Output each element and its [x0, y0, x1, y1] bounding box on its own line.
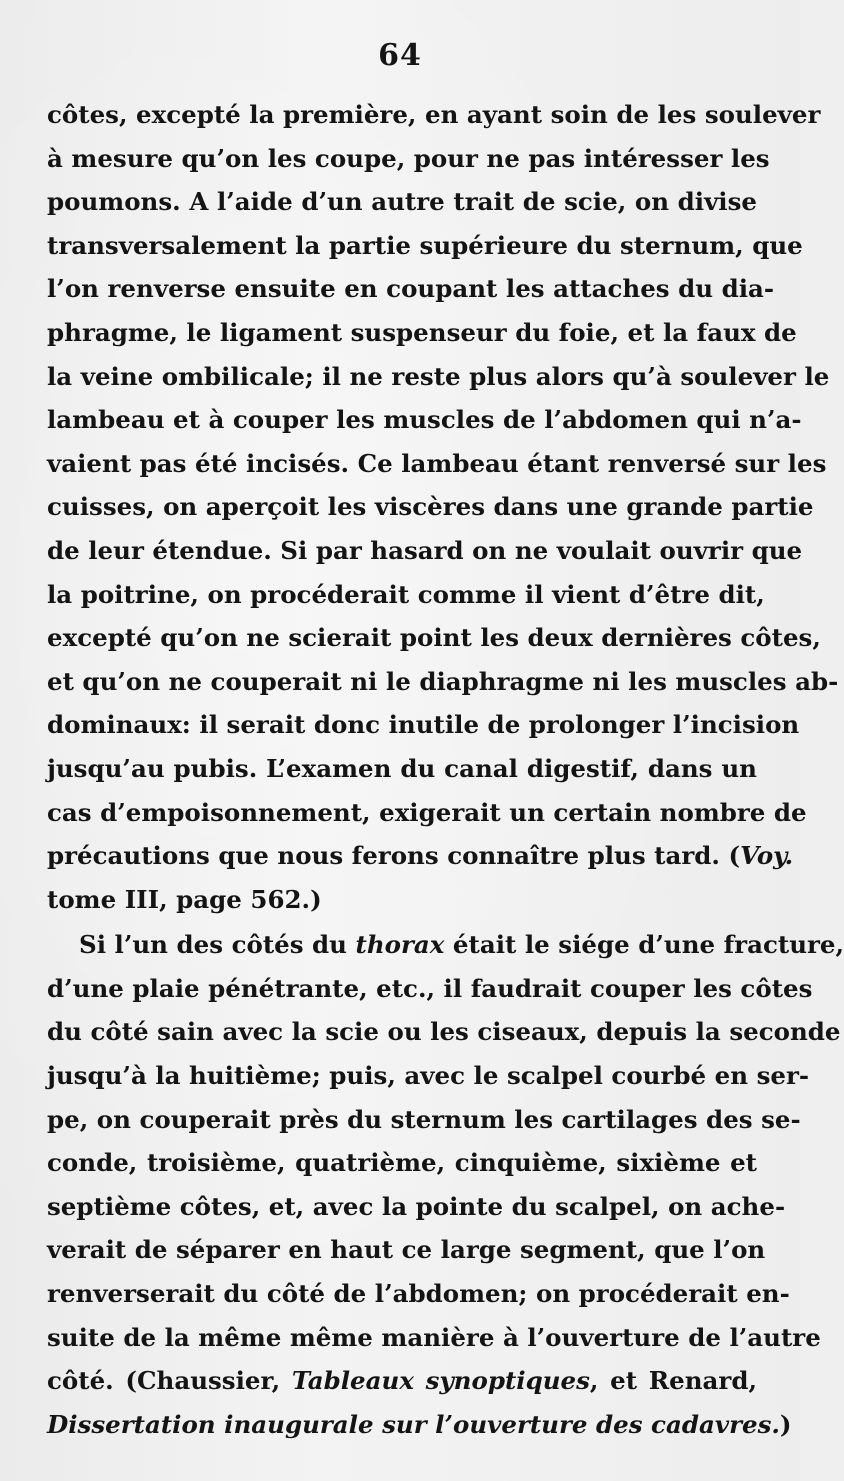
text-line: tome III, page 562.): [47, 884, 322, 914]
text-run: Si l’un des côtés du: [79, 930, 356, 960]
text-line: [47, 1359, 757, 1403]
text-line: verait de séparer en haut ce large segment, que l’on: [47, 1235, 766, 1265]
text-line: jusqu’au pubis. L’examen du canal digestif, dans un: [47, 753, 757, 783]
text-line: de leur étendue. Si par hasard on ne voulait ouvrir que: [47, 535, 803, 565]
text-line: la veine ombilicale; il ne reste plus alors qu’à soulever le: [47, 361, 830, 391]
text-run: précautions que nous ferons connaître plus tard. (: [47, 841, 741, 871]
text-line: poumons. A l’aide d’un autre trait de scie, on divise: [47, 187, 757, 217]
text-line: et qu’on ne couperait ni le diaphragme ni les muscles ab-: [47, 666, 839, 696]
text-line: pe, on couperait près du sternum les cartilages des se-: [47, 1104, 801, 1134]
text-line: conde, troisième, quatrième, cinquième, sixième et: [47, 1148, 757, 1178]
text-line: l’on renverse ensuite en coupant les attaches du dia-: [47, 274, 775, 304]
text-line: vaient pas été incisés. Ce lambeau étant renversé sur les: [47, 448, 827, 478]
page-text: [47, 93, 844, 1446]
italic-text-run: Dissertation inaugurale sur l’ouverture des cadavres.: [47, 1409, 780, 1439]
text-line: phragme, le ligament suspenseur du foie, et la faux de: [47, 317, 797, 347]
text-line: d’une plaie pénétrante, etc., il faudrait couper les côtes: [47, 973, 813, 1003]
text-line: suite de la même même manière à l’ouverture de l’autre: [47, 1322, 821, 1352]
text-line: côtes, excepté la première, en ayant soin de les soulever: [47, 100, 821, 129]
text-line: cuisses, on aperçoit les viscères dans une grande partie: [47, 492, 814, 522]
italic-text-run: thorax: [355, 930, 445, 960]
text-line: lambeau et à couper les muscles de l’abdomen qui n’a-: [47, 405, 802, 435]
text-line: excepté qu’on ne scierait point les deux dernières côtes,: [47, 623, 821, 653]
text-line: [47, 1403, 792, 1447]
text-line: cas d’empoisonnement, exigerait un certain nombre de: [47, 797, 807, 827]
paragraph: [47, 93, 839, 921]
text-line: [47, 923, 844, 967]
text-line: du côté sain avec la scie ou les ciseaux, depuis la seconde: [47, 1017, 841, 1047]
text-line: à mesure qu’on les coupe, pour ne pas intéresser les: [47, 143, 770, 173]
paragraph: [47, 923, 844, 1446]
text-line: septième côtes, et, avec la pointe du scalpel, on ache-: [47, 1191, 786, 1221]
text-run: , et Renard,: [589, 1366, 757, 1396]
text-line: [47, 834, 794, 878]
text-line: dominaux: il serait donc inutile de prolonger l’incision: [47, 710, 800, 740]
text-line: transversalement la partie supérieure du sternum, que: [47, 230, 803, 260]
italic-text-run: Voy.: [740, 841, 794, 871]
italic-text-run: Tableaux synoptiques: [291, 1366, 590, 1396]
text-line: jusqu’à la huitième; puis, avec le scalpel courbé en ser-: [47, 1061, 810, 1091]
text-line: renverserait du côté de l’abdomen; on procéderait en-: [47, 1279, 790, 1309]
text-run: côté. (Chaussier,: [47, 1366, 292, 1396]
text-run: ): [779, 1409, 792, 1439]
text-run: était le siége d’une fracture,: [444, 930, 844, 960]
page-number: 64: [378, 38, 422, 73]
text-line: la poitrine, on procéderait comme il vient d’être dit,: [47, 579, 765, 609]
